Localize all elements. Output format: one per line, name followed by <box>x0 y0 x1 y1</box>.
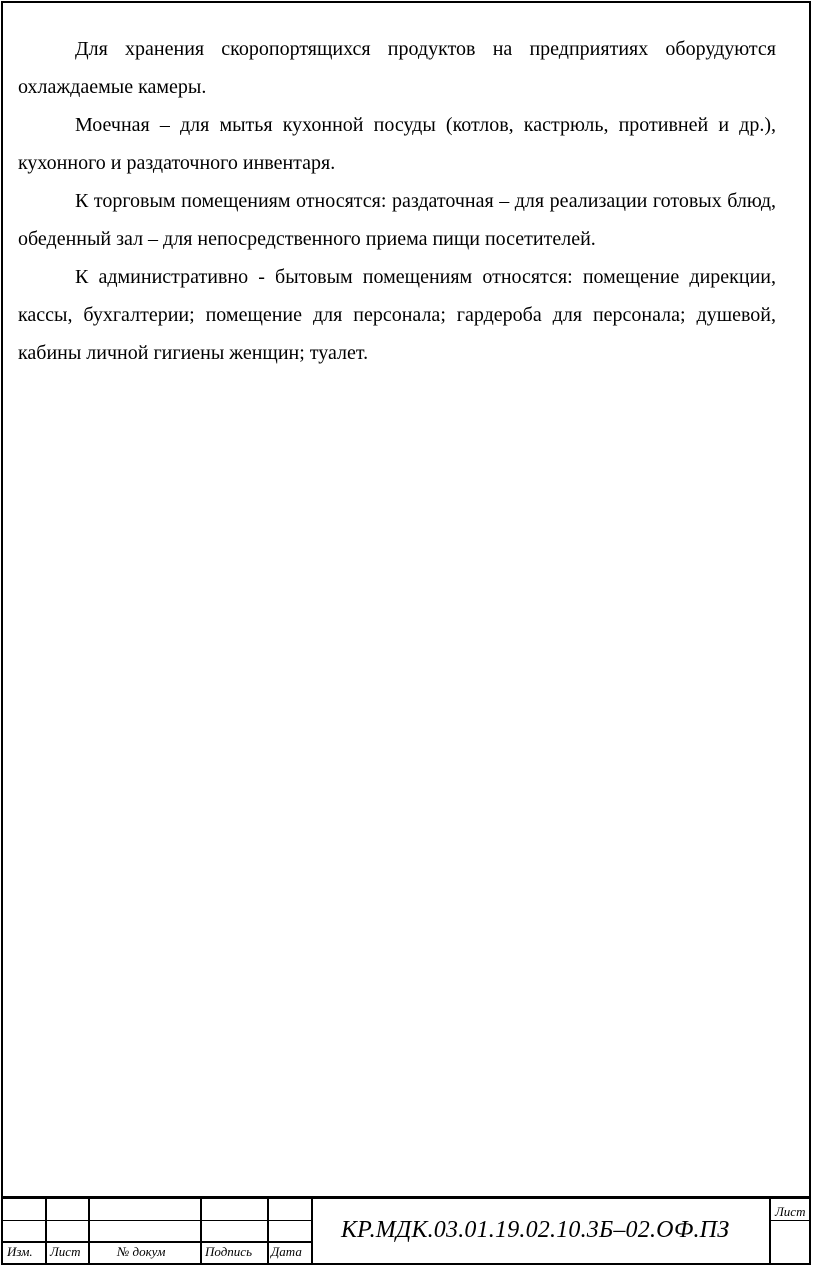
document-body <box>18 30 776 372</box>
label-doc-number: № докум <box>117 1244 166 1259</box>
title-block-divider <box>267 1199 269 1265</box>
sheet-cell-line <box>769 1220 811 1221</box>
paragraph-washing-room: Моечная – для мытья кухонной посуды (котлов, кастрюль, противней и др.), кухонного и раздаточного инвентаря. <box>18 114 776 174</box>
label-date: Дата <box>271 1244 302 1259</box>
paragraph-admin-rooms: К административно - бытовым помещениям относятся: помещение дирекции, кассы, бухгалтерии; помещение для персонала; гардероба для персонала; душевой, кабины личной гигиены женщин; туалет. <box>18 266 776 364</box>
paragraph-storage: Для хранения скоропортящихся продуктов на предприятиях оборудуются охлаждаемые камеры. <box>18 38 776 98</box>
paragraph-trade-rooms: К торговым помещениям относятся: раздаточная – для реализации готовых блюд, обеденный зал – для непосредственного приема пищи посетителей. <box>18 190 776 250</box>
title-block-row-line <box>1 1220 311 1221</box>
document-code: КР.МДК.03.01.19.02.10.3Б–02.ОФ.ПЗ <box>341 1217 730 1243</box>
label-izm: Изм. <box>7 1244 33 1259</box>
title-block <box>1 1196 811 1265</box>
title-block-divider <box>311 1199 313 1265</box>
label-signature: Подпись <box>205 1244 252 1259</box>
label-list: Лист <box>50 1244 81 1259</box>
title-block-divider <box>45 1199 47 1265</box>
title-block-divider <box>200 1199 202 1265</box>
title-block-divider <box>88 1199 90 1265</box>
title-block-row-line <box>1 1241 311 1243</box>
sheet-label: Лист <box>775 1204 806 1219</box>
title-block-divider <box>769 1199 771 1265</box>
